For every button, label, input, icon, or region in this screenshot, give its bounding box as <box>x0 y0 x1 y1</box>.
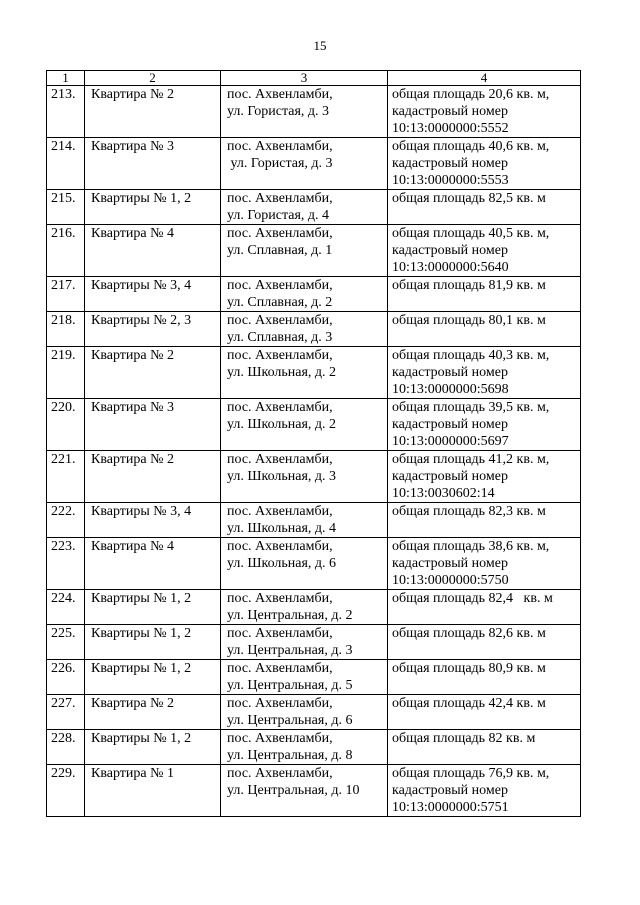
address-line: пос. Ахвенламби, <box>227 539 333 554</box>
description-line: общая площадь 82,6 кв. м <box>392 626 546 641</box>
property-object: Квартира № 4 <box>85 538 221 590</box>
property-address <box>221 190 388 225</box>
table-row <box>47 730 581 765</box>
row-number: 217. <box>47 277 85 312</box>
description-line: общая площадь 20,6 кв. м, <box>392 87 550 102</box>
description-line: кадастровый номер <box>392 556 508 571</box>
description-line: кадастровый номер <box>392 243 508 258</box>
property-address <box>221 347 388 399</box>
description-line: общая площадь 41,2 кв. м, <box>392 452 550 467</box>
column-header-4: 4 <box>388 71 581 86</box>
property-description <box>388 503 581 538</box>
row-number: 229. <box>47 765 85 817</box>
table-row <box>47 399 581 451</box>
address-line: пос. Ахвенламби, <box>227 226 333 241</box>
address-line: пос. Ахвенламби, <box>227 696 333 711</box>
row-number: 216. <box>47 225 85 277</box>
column-header-3: 3 <box>221 71 388 86</box>
row-number: 225. <box>47 625 85 660</box>
description-line: 10:13:0000000:5553 <box>392 173 509 188</box>
address-line: ул. Школьная, д. 2 <box>227 365 337 380</box>
property-address <box>221 730 388 765</box>
description-line: общая площадь 82 кв. м <box>392 731 536 746</box>
property-object: Квартиры № 1, 2 <box>85 625 221 660</box>
row-number: 221. <box>47 451 85 503</box>
description-line: кадастровый номер <box>392 469 508 484</box>
description-line: общая площадь 82,4 кв. м <box>392 591 553 606</box>
property-object: Квартира № 3 <box>85 399 221 451</box>
column-header-1: 1 <box>47 71 85 86</box>
row-number: 226. <box>47 660 85 695</box>
property-description <box>388 190 581 225</box>
property-description <box>388 86 581 138</box>
property-address <box>221 277 388 312</box>
property-description <box>388 538 581 590</box>
address-line: пос. Ахвенламби, <box>227 278 333 293</box>
page-number: 15 <box>313 38 327 53</box>
description-line: общая площадь 38,6 кв. м, <box>392 539 550 554</box>
property-address <box>221 625 388 660</box>
description-line: общая площадь 80,1 кв. м <box>392 313 546 328</box>
row-number: 218. <box>47 312 85 347</box>
description-line: общая площадь 39,5 кв. м, <box>392 400 550 415</box>
property-description <box>388 225 581 277</box>
address-line: пос. Ахвенламби, <box>227 504 333 519</box>
description-line: кадастровый номер <box>392 783 508 798</box>
address-line: ул. Центральная, д. 5 <box>227 678 353 693</box>
address-line: пос. Ахвенламби, <box>227 661 333 676</box>
property-description <box>388 138 581 190</box>
column-header-2: 2 <box>85 71 221 86</box>
address-line: ул. Центральная, д. 8 <box>227 748 353 763</box>
property-object: Квартира № 2 <box>85 451 221 503</box>
table-row <box>47 138 581 190</box>
description-line: общая площадь 40,6 кв. м, <box>392 139 550 154</box>
property-address <box>221 86 388 138</box>
property-address <box>221 138 388 190</box>
property-address <box>221 765 388 817</box>
address-line: ул. Центральная, д. 10 <box>227 783 360 798</box>
property-object: Квартира № 1 <box>85 765 221 817</box>
table-header-row <box>47 71 581 86</box>
property-object: Квартиры № 1, 2 <box>85 730 221 765</box>
table-row <box>47 225 581 277</box>
property-object: Квартиры № 1, 2 <box>85 660 221 695</box>
row-number: 222. <box>47 503 85 538</box>
row-number: 228. <box>47 730 85 765</box>
address-line: пос. Ахвенламби, <box>227 191 333 206</box>
description-line: 10:13:0000000:5552 <box>392 121 509 136</box>
description-line: 10:13:0000000:5750 <box>392 573 509 588</box>
table-body <box>47 86 581 817</box>
address-line: ул. Центральная, д. 3 <box>227 643 353 658</box>
property-object: Квартира № 2 <box>85 695 221 730</box>
address-line: ул. Школьная, д. 6 <box>227 556 337 571</box>
property-address <box>221 451 388 503</box>
table-row <box>47 190 581 225</box>
address-line: ул. Центральная, д. 6 <box>227 713 353 728</box>
description-line: общая площадь 82,3 кв. м <box>392 504 546 519</box>
description-line: общая площадь 40,3 кв. м, <box>392 348 550 363</box>
table-row <box>47 695 581 730</box>
description-line: общая площадь 81,9 кв. м <box>392 278 546 293</box>
property-description <box>388 660 581 695</box>
property-description <box>388 765 581 817</box>
address-line: ул. Школьная, д. 3 <box>227 469 337 484</box>
property-object: Квартира № 2 <box>85 86 221 138</box>
address-line: пос. Ахвенламби, <box>227 452 333 467</box>
address-line: пос. Ахвенламби, <box>227 731 333 746</box>
row-number: 223. <box>47 538 85 590</box>
address-line: ул. Сплавная, д. 3 <box>227 330 333 345</box>
description-line: 10:13:0000000:5640 <box>392 260 509 275</box>
table-row <box>47 503 581 538</box>
property-address <box>221 503 388 538</box>
property-table <box>46 70 581 817</box>
table-row <box>47 765 581 817</box>
table-row <box>47 538 581 590</box>
property-description <box>388 451 581 503</box>
property-object: Квартиры № 2, 3 <box>85 312 221 347</box>
description-line: общая площадь 40,5 кв. м, <box>392 226 550 241</box>
description-line: общая площадь 76,9 кв. м, <box>392 766 550 781</box>
address-line: ул. Гористая, д. 3 <box>227 156 333 171</box>
property-description <box>388 277 581 312</box>
description-line: 10:13:0030602:14 <box>392 486 495 501</box>
property-object: Квартира № 2 <box>85 347 221 399</box>
property-description <box>388 625 581 660</box>
property-description <box>388 347 581 399</box>
property-address <box>221 312 388 347</box>
table-row <box>47 590 581 625</box>
property-address <box>221 590 388 625</box>
property-description <box>388 590 581 625</box>
description-line: 10:13:0000000:5698 <box>392 382 509 397</box>
table-row <box>47 451 581 503</box>
property-address <box>221 538 388 590</box>
address-line: пос. Ахвенламби, <box>227 313 333 328</box>
row-number: 213. <box>47 86 85 138</box>
table-row <box>47 625 581 660</box>
table-row <box>47 660 581 695</box>
address-line: пос. Ахвенламби, <box>227 87 333 102</box>
description-line: 10:13:0000000:5751 <box>392 800 509 815</box>
address-line: ул. Центральная, д. 2 <box>227 608 353 623</box>
property-address <box>221 660 388 695</box>
row-number: 214. <box>47 138 85 190</box>
table-row <box>47 347 581 399</box>
table-row <box>47 277 581 312</box>
description-line: кадастровый номер <box>392 156 508 171</box>
address-line: ул. Сплавная, д. 2 <box>227 295 333 310</box>
property-address <box>221 225 388 277</box>
description-line: общая площадь 80,9 кв. м <box>392 661 546 676</box>
property-object: Квартиры № 3, 4 <box>85 503 221 538</box>
address-line: ул. Школьная, д. 2 <box>227 417 337 432</box>
description-line: 10:13:0000000:5697 <box>392 434 509 449</box>
property-description <box>388 312 581 347</box>
property-description <box>388 399 581 451</box>
property-object: Квартиры № 3, 4 <box>85 277 221 312</box>
row-number: 224. <box>47 590 85 625</box>
property-object: Квартиры № 1, 2 <box>85 590 221 625</box>
address-line: ул. Гористая, д. 4 <box>227 208 330 223</box>
property-object: Квартиры № 1, 2 <box>85 190 221 225</box>
table-row <box>47 312 581 347</box>
description-line: общая площадь 82,5 кв. м <box>392 191 546 206</box>
row-number: 215. <box>47 190 85 225</box>
address-line: ул. Гористая, д. 3 <box>227 104 330 119</box>
property-address <box>221 695 388 730</box>
property-description <box>388 695 581 730</box>
row-number: 219. <box>47 347 85 399</box>
property-object: Квартира № 3 <box>85 138 221 190</box>
property-description <box>388 730 581 765</box>
property-object: Квартира № 4 <box>85 225 221 277</box>
description-line: кадастровый номер <box>392 104 508 119</box>
address-line: пос. Ахвенламби, <box>227 400 333 415</box>
address-line: пос. Ахвенламби, <box>227 626 333 641</box>
property-address <box>221 399 388 451</box>
description-line: кадастровый номер <box>392 417 508 432</box>
description-line: общая площадь 42,4 кв. м <box>392 696 546 711</box>
address-line: пос. Ахвенламби, <box>227 591 333 606</box>
address-line: пос. Ахвенламби, <box>227 766 333 781</box>
description-line: кадастровый номер <box>392 365 508 380</box>
address-line: ул. Сплавная, д. 1 <box>227 243 333 258</box>
address-line: ул. Школьная, д. 4 <box>227 521 337 536</box>
row-number: 227. <box>47 695 85 730</box>
address-line: пос. Ахвенламби, <box>227 348 333 363</box>
table-row <box>47 86 581 138</box>
row-number: 220. <box>47 399 85 451</box>
address-line: пос. Ахвенламби, <box>227 139 333 154</box>
